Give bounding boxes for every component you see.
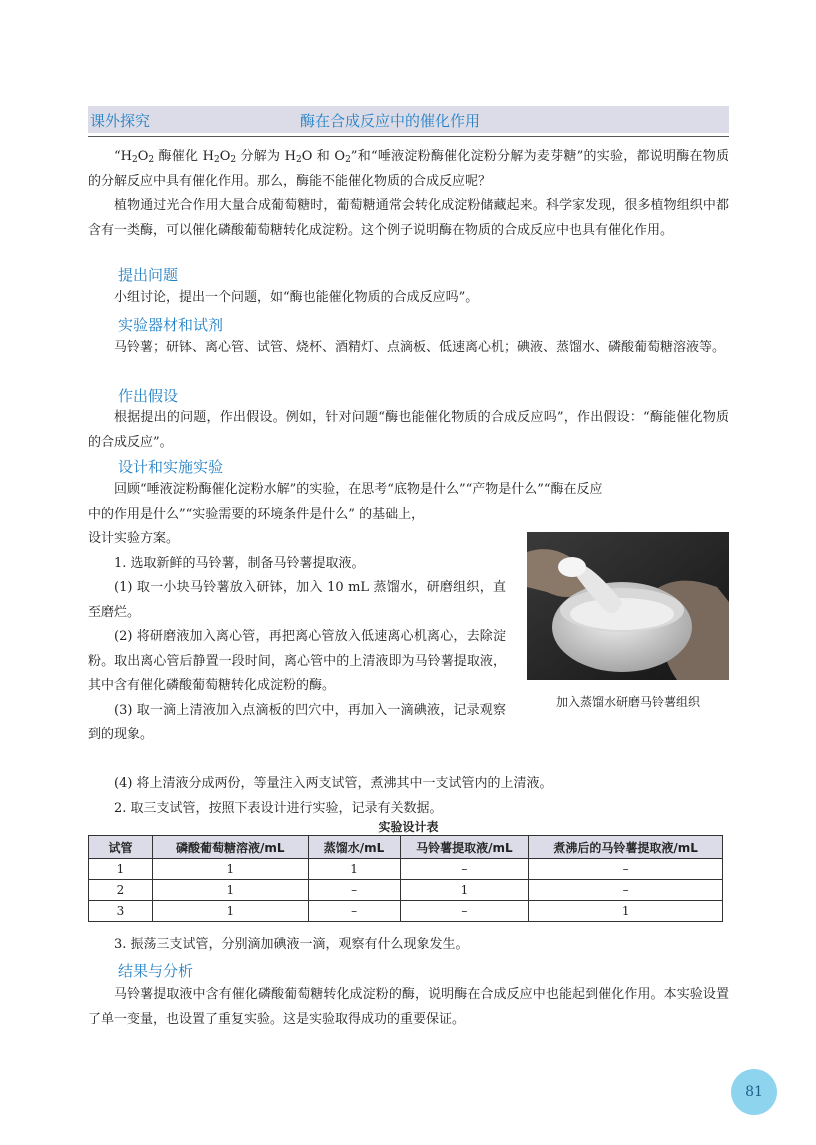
step-2: 2. 取三支试管，按照下表设计进行实验，记录有关数据。 [114,800,443,816]
table-cell: 1 [89,859,153,880]
section-title-hypothesis: 作出假设 [118,387,179,405]
table-cell: 3 [89,901,153,922]
step-1-2: (2) 将研磨液加入离心管，再把离心管放入低速离心机离心，去除淀粉。取出离心管后静置一段时间，离心管中的上清液即为马铃薯提取液，其中含有催化磷酸葡萄糖转化成淀粉的酶。 [88,629,506,693]
hypothesis-body: 根据提出的问题，作出假设。例如，针对问题“酶也能催化物质的合成反应吗”，作出假设：“酶能催化物质的合成反应”。 [88,410,729,450]
header-divider [88,136,729,137]
table-row [89,901,723,922]
table-cell: 1 [152,880,308,901]
header-category: 课外探究 [90,112,151,130]
table-cell: 1 [308,859,400,880]
step-1-3: (3) 取一滴上清液加入点滴板的凹穴中，再加入一滴碘液，记录观察到的现象。 [88,702,506,742]
question-body: 小组讨论，提出一个问题，如“酶也能催化物质的合成反应吗”。 [114,290,479,305]
header-title: 酶在合成反应中的催化作用 [300,112,481,130]
table-header-row [89,836,723,859]
intro-paragraph-1: “$H_2O_2$ 酶催化 $H_2O_2$ 分解为 $H_2O$ 和 $O_2$”和“唾液淀粉酶催化淀粉分解为麦芽糖”的实验，都说明酶在物质的分解反应中具有催化作用。那么，酶能不能催化物质的合成反应呢？ [88,149,729,189]
table-header: 马铃薯提取液/mL [400,836,529,859]
table-cell: 1 [400,880,529,901]
design-intro: 回顾“唾液淀粉酶催化淀粉水解”的实验，在思考“底物是什么”“产物是什么”“酶在反应 中的作用是什么”“实验需要的环境条件是什么” 的基础上， [88,482,603,522]
table-cell: 1 [529,901,723,922]
table-cell: – [400,901,529,922]
table-header: 试管 [89,836,153,859]
table-cell: – [308,901,400,922]
page-number: 81 [731,1069,777,1115]
table-title: 实验设计表 [378,820,439,834]
table-cell: – [529,880,723,901]
design-steps-full [88,772,729,821]
step-1-1: (1) 取一小块马铃薯放入研钵，加入 10 mL 蒸馏水，研磨组织，直至磨烂。 [88,580,506,620]
step-1-4: (4) 将上清液分成两份，等量注入两支试管，煮沸其中一支试管内的上清液。 [114,776,553,791]
table-row [89,859,723,880]
table-header: 磷酸葡萄糖溶液/mL [152,836,308,859]
table-cell: 1 [152,901,308,922]
results-body: 马铃薯提取液中含有催化磷酸葡萄糖转化成淀粉的酶，说明酶在合成反应中也能起到催化作用。本实验设置了单一变量，也设置了重复实验。这是实验取得成功的重要保证。 [88,987,729,1027]
intro-paragraph-2: 植物通过光合作用大量合成葡萄糖时，葡萄糖通常会转化成淀粉储藏起来。科学家发现，很多植物组织中都含有一类酶，可以催化磷酸葡萄糖转化成淀粉。这个例子说明酶在物质的合成反应中也具有催化作用。 [88,198,729,238]
section-title-question: 提出问题 [118,266,179,284]
table-row [89,880,723,901]
step-3-block [88,933,729,958]
table-cell: – [529,859,723,880]
experiment-table [88,835,723,922]
photo-caption: 加入蒸馏水研磨马铃薯组织 [555,695,700,709]
design-steps-wrapped: 设计实验方案。 1. 选取新鲜的马铃薯，制备马铃薯提取液。 (1) 取一小块马铃薯放入研钵，加入 10 mL 蒸馏水，研磨组织，直至磨烂。 (2) 将研磨液加入离心管，再把离心管放入低速离心机离心，去除淀粉。取出离心管后静置一段时间，离心管中的上清液即为马铃薯提取液，其中含有催化磷酸葡萄糖转化成淀粉的酶。 (3) 取一滴上清液加入点滴板的凹穴中，再加入一滴碘液，记录观察到的现象。 [88,527,506,748]
table-header: 蒸馏水/mL [308,836,400,859]
section-title-materials: 实验器材和试剂 [118,316,224,334]
table-cell: – [400,859,529,880]
grinding-photo [527,532,729,680]
table-cell: – [308,880,400,901]
section-title-results: 结果与分析 [118,962,194,980]
table-cell: 2 [89,880,153,901]
step-3: 3. 振荡三支试管，分别滴加碘液一滴，观察有什么现象发生。 [114,937,469,952]
section-title-design: 设计和实施实验 [118,458,224,476]
table-header: 煮沸后的马铃薯提取液/mL [529,836,723,859]
step-1: 1. 选取新鲜的马铃薯，制备马铃薯提取液。 [114,555,365,571]
intro-section [88,145,729,243]
materials-body: 马铃薯；研钵、离心管、试管、烧杯、酒精灯、点滴板、低速离心机；碘液、蒸馏水、磷酸葡萄糖溶液等。 [114,340,726,355]
table-cell: 1 [152,859,308,880]
